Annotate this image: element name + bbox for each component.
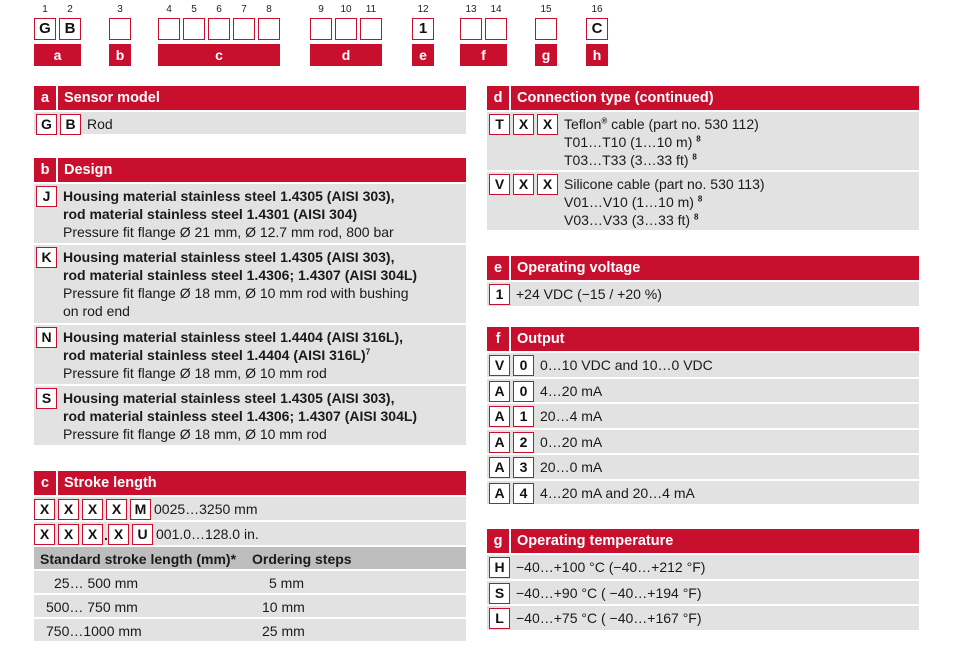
- option-text: +24 VDC (−15 / +20 %): [516, 286, 662, 302]
- code-box: [183, 18, 205, 40]
- code-box: [158, 18, 180, 40]
- code-box: X: [537, 114, 558, 135]
- code-box: [233, 18, 255, 40]
- code-box: X: [34, 499, 55, 520]
- code-box: A: [489, 381, 510, 402]
- code-box: A: [489, 457, 510, 478]
- rod-material: rod material stainless steel 1.4306; 1.4307 (AISI 304L): [63, 267, 418, 283]
- position-number: 16: [591, 4, 603, 15]
- option-row: [34, 520, 466, 545]
- segment-label-h: h: [586, 44, 608, 66]
- position-number: 13: [465, 4, 477, 15]
- code-box: V: [489, 355, 510, 376]
- code-box: G: [36, 114, 57, 135]
- option-row: [34, 110, 466, 134]
- option-row: [487, 604, 919, 630]
- stroke-table-row: [34, 593, 466, 617]
- section-letter: a: [34, 86, 58, 110]
- footnote-mark: 8: [696, 134, 701, 144]
- option-row: [487, 479, 919, 505]
- option-text: −40…+75 °C ( −40…+167 °F): [516, 610, 702, 626]
- section-connection-type: [487, 86, 919, 230]
- code-box: S: [36, 388, 57, 409]
- code-box: X: [34, 524, 55, 545]
- code-box: 0: [513, 381, 534, 402]
- code-box: J: [36, 186, 57, 207]
- code-box: X: [106, 499, 127, 520]
- section-output: [487, 327, 919, 504]
- cable-length-metric: V01…V10 (1…10 m): [564, 194, 694, 210]
- position-number: 9: [318, 4, 324, 15]
- code-box: [258, 18, 280, 40]
- option-row: [34, 243, 466, 323]
- flange-description: Pressure fit flange Ø 21 mm, Ø 12.7 mm rod, 800 bar: [63, 224, 394, 240]
- footnote-mark: 8: [697, 194, 703, 204]
- housing-material: Housing material stainless steel 1.4305 (AISI 303),: [63, 390, 395, 406]
- option-text: 20…4 mA: [540, 408, 603, 424]
- section-title: Connection type (continued): [517, 90, 714, 106]
- housing-material: Housing material stainless steel 1.4305 (AISI 303),: [63, 188, 395, 204]
- code-box: 3: [513, 457, 534, 478]
- segment-label-d: d: [310, 44, 382, 66]
- option-row: [487, 377, 919, 403]
- housing-material: Housing material stainless steel 1.4404 (AISI 316L),: [63, 329, 404, 345]
- option-text: −40…+90 °C ( −40…+194 °F): [516, 584, 702, 601]
- column-header: Standard stroke length (mm)*: [40, 551, 237, 567]
- code-box: [310, 18, 332, 40]
- code-box: [208, 18, 230, 40]
- option-row: [487, 579, 919, 605]
- section-title: Design: [64, 162, 113, 178]
- code-box: X: [82, 524, 103, 545]
- position-number: 5: [191, 4, 197, 15]
- section-design: [34, 158, 466, 445]
- section-title: Output: [517, 331, 565, 347]
- cable-part-number: cable (part no. 530 112): [607, 116, 759, 132]
- option-row: [34, 323, 466, 384]
- stroke-range: 25… 500 mm: [54, 575, 139, 591]
- code-box: X: [537, 174, 558, 195]
- code-box: T: [489, 114, 510, 135]
- flange-description: Pressure fit flange Ø 18 mm, Ø 10 mm rod: [63, 365, 327, 381]
- code-box: L: [489, 608, 510, 629]
- code-box: 1: [412, 18, 434, 40]
- section-letter: b: [34, 158, 58, 182]
- segment-label-e: e: [412, 44, 434, 66]
- position-number: 8: [266, 4, 272, 15]
- code-box: A: [489, 432, 510, 453]
- code-box: X: [513, 174, 534, 195]
- option-row: [487, 453, 919, 479]
- section-operating-voltage: [487, 256, 919, 306]
- segment-label-g: g: [535, 44, 557, 66]
- code-box: B: [59, 18, 81, 40]
- code-box: C: [586, 18, 608, 40]
- code-box: [109, 18, 131, 40]
- option-text: −40…+100 °C (−40…+212 °F): [516, 559, 706, 575]
- section-title: Stroke length: [64, 475, 157, 491]
- option-row: [487, 553, 919, 579]
- code-box: [460, 18, 482, 40]
- position-number: 10: [340, 4, 352, 15]
- code-box: U: [132, 524, 153, 545]
- section-title: Operating temperature: [517, 533, 674, 549]
- stroke-table-row: [34, 569, 466, 593]
- section-letter: f: [487, 327, 511, 351]
- cable-length-imperial: T03…T33 (3…33 ft): [564, 152, 689, 168]
- code-box: V: [489, 174, 510, 195]
- code-box: [335, 18, 357, 40]
- position-number: 3: [117, 4, 123, 15]
- option-text: 0…10 VDC and 10…0 VDC: [540, 357, 713, 373]
- footnote-mark: 8: [692, 152, 697, 162]
- code-box: K: [36, 247, 57, 268]
- option-text: Rod: [87, 116, 113, 132]
- code-box: X: [82, 499, 103, 520]
- section-letter: e: [487, 256, 511, 280]
- code-box: X: [108, 524, 129, 545]
- position-number: 11: [365, 4, 377, 15]
- option-text: 0025…3250 mm: [154, 501, 258, 517]
- code-box: X: [58, 524, 79, 545]
- code-box: M: [130, 499, 151, 520]
- flange-description: Pressure fit flange Ø 18 mm, Ø 10 mm rod with bushing: [63, 285, 409, 301]
- code-box: [360, 18, 382, 40]
- option-row: [487, 110, 919, 170]
- segment-label-b: b: [109, 44, 131, 66]
- section-stroke-length: [34, 471, 466, 641]
- option-row: [487, 170, 919, 230]
- column-header: Ordering steps: [252, 551, 352, 567]
- order-code-strip: [34, 4, 654, 66]
- cable-name: Silicone cable (part no. 530 113): [564, 176, 765, 192]
- ordering-step: 10 mm: [262, 599, 305, 615]
- footnote-mark: 8: [693, 212, 699, 222]
- stroke-range: 500… 750 mm: [46, 599, 138, 615]
- position-number: 14: [490, 4, 502, 15]
- code-box: 4: [513, 483, 534, 504]
- segment-label-c: c: [158, 44, 280, 66]
- footnote-mark: 7: [365, 347, 371, 357]
- section-letter: c: [34, 471, 58, 495]
- housing-material: Housing material stainless steel 1.4305 (AISI 303),: [63, 249, 395, 265]
- flange-description: Pressure fit flange Ø 18 mm, Ø 10 mm rod: [63, 426, 327, 442]
- stroke-table-row: [34, 617, 466, 641]
- section-header: [34, 158, 466, 182]
- code-box: X: [513, 114, 534, 135]
- code-box: 2: [513, 432, 534, 453]
- cable-name: Teflon: [564, 116, 602, 132]
- segment-label-f: f: [460, 44, 507, 66]
- section-header: [34, 86, 466, 110]
- code-box: S: [489, 583, 510, 604]
- position-number: 2: [67, 4, 73, 15]
- cable-length-imperial: V03…V33 (3…33 ft): [564, 212, 691, 228]
- position-number: 12: [417, 4, 429, 15]
- position-number: 1: [42, 4, 48, 15]
- option-row: [34, 182, 466, 243]
- segment-label-a: a: [34, 44, 81, 66]
- cable-length-metric: T01…T10 (1…10 m): [564, 134, 693, 150]
- position-number: 6: [216, 4, 222, 15]
- option-row: [487, 351, 919, 377]
- stroke-table-header: [34, 545, 466, 569]
- code-box: H: [489, 557, 510, 578]
- decimal-point: .: [104, 527, 108, 543]
- code-box: [485, 18, 507, 40]
- option-text: 4…20 mA and 20…4 mA: [540, 484, 695, 501]
- code-box: X: [58, 499, 79, 520]
- ordering-step: 5 mm: [269, 575, 304, 591]
- rod-material: rod material stainless steel 1.4306; 1.4307 (AISI 304L): [63, 408, 418, 424]
- code-box: [535, 18, 557, 40]
- code-box: 1: [513, 406, 534, 427]
- rod-material: rod material stainless steel 1.4404 (AISI 316L): [63, 347, 366, 363]
- option-text: 20…0 mA: [540, 459, 603, 475]
- option-text: 001.0…128.0 in.: [156, 526, 259, 542]
- section-sensor-model: [34, 86, 466, 134]
- section-header: [487, 256, 919, 280]
- section-header: [34, 471, 466, 495]
- section-operating-temperature: [487, 529, 919, 630]
- code-box: A: [489, 483, 510, 504]
- option-text: 4…20 mA: [540, 382, 603, 399]
- option-row: [34, 495, 466, 520]
- code-box: B: [60, 114, 81, 135]
- code-box: G: [34, 18, 56, 40]
- option-row: [487, 428, 919, 454]
- code-box: N: [36, 327, 57, 348]
- option-row: [487, 280, 919, 306]
- section-title: Operating voltage: [517, 260, 641, 276]
- section-header: [487, 86, 919, 110]
- rod-material: rod material stainless steel 1.4301 (AISI 304): [63, 206, 358, 222]
- code-box: A: [489, 406, 510, 427]
- section-letter: g: [487, 529, 511, 553]
- stroke-range: 750…1000 mm: [46, 623, 142, 639]
- option-row: [34, 384, 466, 445]
- section-letter: d: [487, 86, 511, 110]
- section-header: [487, 529, 919, 553]
- position-number: 4: [166, 4, 172, 15]
- code-box: 1: [489, 284, 510, 305]
- position-number: 7: [241, 4, 247, 15]
- position-number: 15: [540, 4, 552, 15]
- ordering-step: 25 mm: [262, 623, 305, 639]
- code-box: 0: [513, 355, 534, 376]
- section-title: Sensor model: [64, 90, 160, 106]
- section-header: [487, 327, 919, 351]
- registered-mark: ®: [601, 116, 608, 126]
- option-row: [487, 402, 919, 428]
- flange-description-cont: on rod end: [63, 303, 130, 319]
- option-text: 0…20 mA: [540, 433, 603, 450]
